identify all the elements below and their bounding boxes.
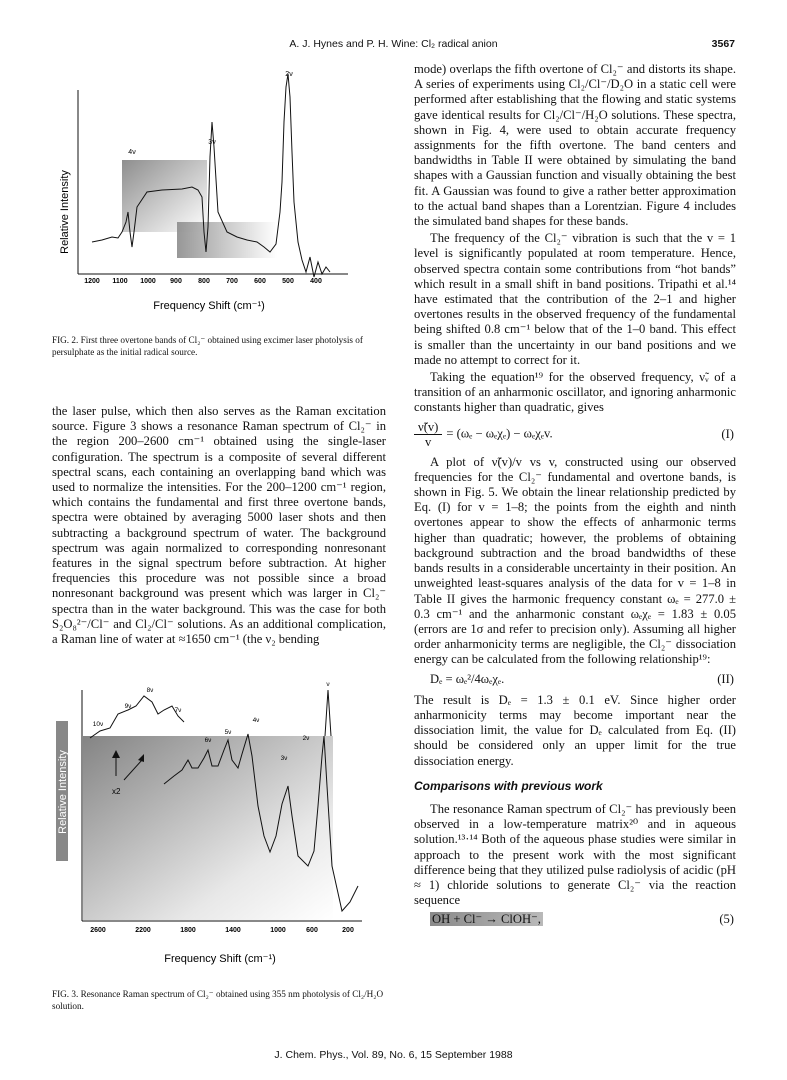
- figure-2: [52, 62, 352, 327]
- fig3-peak: 6ν: [204, 737, 212, 744]
- figure-3: [52, 676, 386, 976]
- fig2-ticks: [84, 278, 322, 285]
- fig3-peak: 8ν: [146, 687, 154, 694]
- fig2-xlabel: Frequency Shift (cm⁻¹): [153, 300, 265, 312]
- fig3-x2-label: x2: [112, 787, 121, 796]
- fig2-tick: 600: [254, 278, 266, 285]
- fig3-tick: 200: [342, 927, 354, 934]
- fig3-tick: 600: [306, 927, 318, 934]
- journal-footer: J. Chem. Phys., Vol. 89, No. 6, 15 September 1988: [274, 1049, 513, 1061]
- fig3-tick: 2600: [90, 927, 106, 934]
- fig2-tick: 1200: [84, 278, 100, 285]
- fig3-tick: 1400: [225, 927, 241, 934]
- paragraph: The frequency of the Cl₂⁻ vibration is such that the v = 1 level is significantly populated at room temperature. Hence, observed spectra contain some contributions from “hot bands” which result in a small shift in band positions. Tripathi et al.¹⁴ have estimated that the contribution of the 2–1 and higher overtones results in the observed frequency of the fundamental being shifted 0.8 cm⁻¹ below that of the 1–0 band. This effect is smaller than the uncertainty in our band positions and we made no attempt to correct for it.: [414, 231, 736, 367]
- equation-body: [414, 420, 553, 449]
- fig3-tick: 1800: [180, 927, 196, 934]
- fig3-peak: 3ν: [280, 755, 288, 762]
- fig2-tick: 1000: [140, 278, 156, 285]
- fig2-tick: 400: [310, 278, 322, 285]
- equation-number: (II): [717, 671, 734, 686]
- fig2-tick: 1100: [112, 278, 128, 285]
- equation-II: [414, 672, 736, 687]
- equation-I: [414, 420, 736, 449]
- page-number: 3567: [711, 38, 735, 50]
- fig3-peak: 7ν: [174, 707, 182, 714]
- left-column-text: [52, 404, 386, 649]
- equation-5: [414, 912, 736, 927]
- fig3-peak: 2ν: [302, 735, 310, 742]
- fig3-xlabel: Frequency Shift (cm⁻¹): [164, 953, 276, 965]
- fig2-peak-4v: 4ν: [128, 149, 136, 156]
- fig3-peak: ν: [326, 681, 330, 688]
- fig2-caption: FIG. 2. First three overtone bands of Cl₂⁻ obtained using excimer laser photolysis of persulphate as the initial radical source.: [52, 335, 363, 357]
- fig2-peak-3v: 3ν: [208, 139, 216, 146]
- paragraph: A plot of ν̃(v)/v vs v, constructed using our observed frequencies for the Cl₂⁻ fundamental and overtone bands, is shown in Fig. 5. We obtain the linear relationship predicted by Eq. (I) for v = 1–8; the points from the eighth and ninth overtones appear to show the effects of anharmonic terms higher than quadratic; however, the problems of obtaining background subtraction and the broad bandwidths of these bands results in a considerable uncertainty in their position. An unweighted least-squares analysis of the data for v = 1–8 in Table II gives the harmonic frequency constant ωₑ = 277.0 ± 0.3 cm⁻¹ and the anharmonic constant ωₑχₑ = 1.83 ± 0.05 (errors are 1σ and refer to precision only). Assuming all higher order anharmonicity terms are negligible, the Cl₂⁻ dissociation energy can be calculated from the following relationship¹⁹:: [414, 454, 736, 667]
- right-column-text: [414, 62, 736, 934]
- equation-rhs: = (ωₑ − ωₑχₑ) − ωₑχₑv.: [446, 426, 553, 441]
- fig3-peak: 4ν: [252, 717, 260, 724]
- fig3-tick: 1000: [270, 927, 286, 934]
- paragraph: The resonance Raman spectrum of Cl₂⁻ has previously been observed in a low-temperature matrix²⁰ and in aqueous solution.¹³·¹⁴ Both of the aqueous phase studies were similar in approach to the present work with the most significant difference being that they utilized pulse radiolysis of acidic (pH ≈ 1) chloride solutions to generate Cl₂⁻ via the reaction sequence: [414, 801, 736, 908]
- equation-body: Dₑ = ωₑ²/4ωₑχₑ.: [430, 671, 505, 686]
- equation-fraction: [414, 420, 442, 449]
- fig3-peak: 10ν: [92, 721, 104, 728]
- fig3-tick: 2200: [135, 927, 151, 934]
- fig3-peak: 5ν: [224, 729, 232, 736]
- equation-number: (I): [721, 426, 734, 441]
- fig2-tick: 800: [198, 278, 210, 285]
- fig2-peak-2v: 2ν: [285, 71, 293, 78]
- equation-denominator: v: [425, 434, 432, 449]
- running-header: [0, 38, 787, 54]
- paragraph: Taking the equation¹⁹ for the observed frequency, ν̃ᵥ of a transition of an anharmonic oscillator, and ignoring anharmonic constants higher than quadratic, gives: [414, 370, 736, 415]
- paragraph: the laser pulse, which then also serves as the Raman excitation source. Figure 3 shows a resonance Raman spectrum of Cl₂⁻ in the region 200–2600 cm⁻¹ obtained using the single-laser configuration. The spectrum is a composite of several different spectral scans, each containing an overlapping band which was used to normalize the intensities. For the 200–1200 cm⁻¹ region, which contains the fundamental and first three overtone bands, spectra were obtained by averaging 5000 laser shots and then subtracting a background spectrum of water. The background spectrum was again normalized to corresponding nonresonant features in the signal spectrum before subtraction. At higher frequencies this procedure was not possible since a broad nonresonant background was present which was larger in Cl₂⁻ spectra than in the water background. This was the case for both S₂O₈²⁻/Cl⁻ and Cl₂/Cl⁻ solutions. As an additional complication, a Raman line of water at ≈1650 cm⁻¹ (the ν₂ bending: [52, 404, 386, 647]
- paragraph: mode) overlaps the fifth overtone of Cl₂⁻ and distorts its shape. A series of experiments using Cl₂/Cl⁻/D₂O in a static cell were performed after establishing that the flowing and static systems gave identical results for Cl₂/Cl⁻/H₂O solutions. These spectra, shown in Fig. 4, were used to obtain accurate frequency assignments for the fifth overtone. The band centers and bandwidths in Table II were obtained by simulating the band shapes with a Gaussian function and visually obtaining the best fit. A Gaussian was found to give a rather better approximation to the actual band shapes than a Lorentzian. Figure 4 includes the simulated band shapes for these bands.: [414, 62, 736, 229]
- fig2-tick: 700: [226, 278, 238, 285]
- fig3-caption: FIG. 3. Resonance Raman spectrum of Cl₂⁻ obtained using 355 nm photolysis of Cl₂/H₂O solution.: [52, 989, 384, 1011]
- section-heading: Comparisons with previous work: [414, 778, 603, 793]
- running-title: A. J. Hynes and P. H. Wine: Cl₂ radical anion: [289, 38, 498, 50]
- equation-number: (5): [719, 912, 734, 927]
- equation-numerator: ν̃(v): [414, 420, 442, 435]
- fig2-tick: 900: [170, 278, 182, 285]
- fig3-peak: 9ν: [124, 703, 132, 710]
- equation-body: OH + Cl⁻ → ClOH⁻,: [432, 912, 541, 927]
- paragraph: The result is Dₑ = 1.3 ± 0.1 eV. Since higher order anharmonicity terms may become important near the dissociation limit, the value for Dₑ calculated from Eq. (II) should be considered only an upper limit for the true dissociation energy.: [414, 692, 736, 768]
- fig3-ylabel: Relative Intensity: [57, 750, 69, 834]
- fig2-ylabel: Relative Intensity: [59, 170, 71, 254]
- fig2-tick: 500: [282, 278, 294, 285]
- fig3-ticks: [90, 927, 354, 934]
